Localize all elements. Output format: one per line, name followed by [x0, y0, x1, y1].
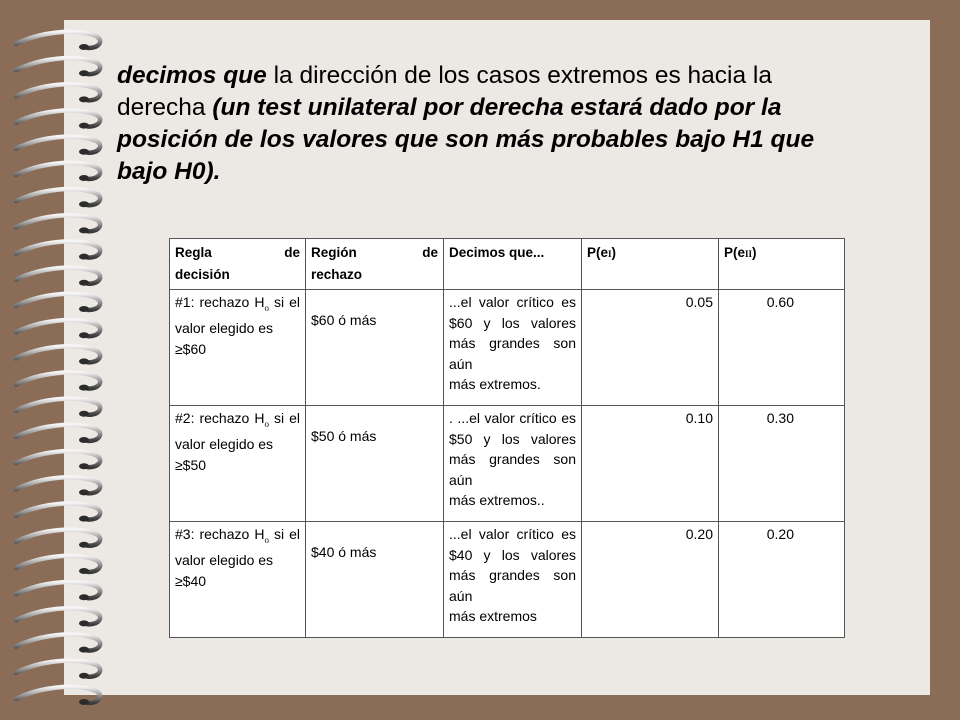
p-error-1-cell: 0.05	[582, 290, 719, 406]
spiral-rings	[16, 32, 100, 705]
ring-hole	[79, 385, 89, 391]
ring-hole	[79, 568, 89, 574]
ring-hole	[79, 201, 89, 207]
p-error-2-cell: 0.30	[719, 406, 845, 522]
table-header-row	[170, 239, 845, 290]
intro-text: la dirección de los casos extremos es hacia la derecha	[117, 62, 772, 121]
ring-hole	[79, 463, 89, 469]
ring-hole	[79, 70, 89, 76]
ring-hole	[79, 699, 89, 705]
spiral-binding	[0, 0, 120, 720]
says-cell: . ...el valor crítico es $50 y los valores más grandes son aún más extremos..	[444, 406, 582, 522]
ring-hole	[79, 227, 89, 233]
header-p-error-2: P(eII)	[719, 239, 845, 290]
p-error-2-cell: 0.20	[719, 522, 845, 638]
table-row	[170, 522, 845, 638]
intro-emphasis-2: (un test unilateral por derecha estará dado por la posición de los valores que son más probables bajo H1 que bajo H0).	[117, 94, 815, 185]
p-error-1-cell: 0.10	[582, 406, 719, 522]
ring-hole	[79, 254, 89, 260]
rule-cell: #2: rechazo $H_o$ si el valor elegido es ≥$50	[170, 406, 306, 522]
p-error-2-cell: 0.60	[719, 290, 845, 406]
region-cell: $50 ó más	[306, 406, 444, 522]
says-cell: ...el valor crítico es $40 y los valores más grandes son aún más extremos	[444, 522, 582, 638]
intro-paragraph	[117, 60, 857, 188]
header-p-error-1: P(eI)	[582, 239, 719, 290]
header-rule: Regla de decisión	[170, 239, 306, 290]
ring-hole	[79, 673, 89, 679]
ring-hole	[79, 280, 89, 286]
decision-table	[169, 238, 845, 638]
ring-hole	[79, 594, 89, 600]
ring-hole	[79, 149, 89, 155]
table-row	[170, 290, 845, 406]
ring-hole	[79, 620, 89, 626]
ring-hole	[79, 542, 89, 548]
ring-hole	[79, 489, 89, 495]
region-cell: $40 ó más	[306, 522, 444, 638]
region-cell: $60 ó más	[306, 290, 444, 406]
table-row	[170, 406, 845, 522]
rule-cell: #1: rechazo $H_o$ si el valor elegido es ≥$60	[170, 290, 306, 406]
ring-hole	[79, 306, 89, 312]
ring-hole	[79, 96, 89, 102]
intro-emphasis-1: decimos que	[117, 62, 267, 89]
header-region: Región de rechazo	[306, 239, 444, 290]
ring-hole	[79, 123, 89, 129]
ring-hole	[79, 44, 89, 50]
ring-hole	[79, 411, 89, 417]
ring-hole	[79, 647, 89, 653]
p-error-1-cell: 0.20	[582, 522, 719, 638]
says-cell: ...el valor crítico es $60 y los valores más grandes son aún más extremos.	[444, 290, 582, 406]
ring-hole	[79, 358, 89, 364]
header-decimos: Decimos que...	[444, 239, 582, 290]
rule-cell: #3: rechazo $H_o$ si el valor elegido es ≥$40	[170, 522, 306, 638]
ring-hole	[79, 516, 89, 522]
ring-hole	[79, 437, 89, 443]
ring-hole	[79, 332, 89, 338]
ring-hole	[79, 175, 89, 181]
